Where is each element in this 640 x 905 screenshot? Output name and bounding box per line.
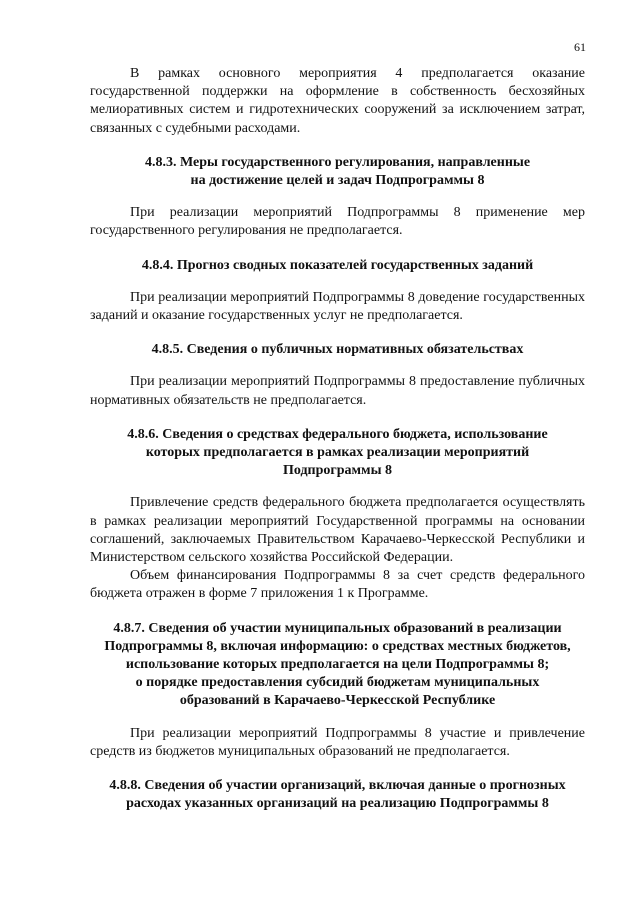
heading-line: 4.8.6. Сведения о средствах федерального бюджета, использование [127,426,548,442]
heading-4-8-8 [90,777,585,813]
heading-line: которых предполагается в рамках реализации мероприятий [145,445,530,461]
heading-4-8-6 [90,426,585,481]
paragraph-4-8-4: При реализации мероприятий Подпрограммы 8 доведение государственных заданий и оказание государственных услуг не предполагается. [90,289,585,324]
heading-4-8-5 [90,341,585,359]
heading-line: 4.8.5. Сведения о публичных нормативных обязательствах [151,342,524,358]
paragraph-4-8-6-a: Привлечение средств федерального бюджета предполагается осуществлять в рамках реализации мероприятий Государственной программы на основании соглашений, заключаемых Правительством Карачаево-Черкесской Республики и Министерством сельского хозяйства Российской Федерации. [90,495,585,566]
paragraph-4-8-3: При реализации мероприятий Подпрограммы 8 применение мер государственного регулирования не предполагается. [90,205,585,239]
heading-line: 4.8.7. Сведения об участии муниципальных образований в реализации [113,620,562,636]
paragraph-4-8-5: При реализации мероприятий Подпрограммы 8 предоставление публичных нормативных обязательств не предполагается. [90,374,585,408]
heading-line: на достижение целей и задач Подпрограммы 8 [190,173,485,189]
paragraph-intro: В рамках основного мероприятия 4 предполагается оказание государственной поддержки на оформление в собственность бесхозяйных мелиоративных систем и гидротехнических сооружений за исключением затрат, связанных с судебными расходами. [90,66,585,136]
heading-4-8-3 [90,154,585,190]
paragraph-4-8-6-b: Объем финансирования Подпрограммы 8 за счет средств федерального бюджета отражен в форме 7 приложения 1 к Программе. [90,568,585,602]
heading-line: 4.8.4. Прогноз сводных показателей государственных заданий [141,257,534,273]
heading-line: о порядке предоставления субсидий бюджетам муниципальных [135,675,540,691]
heading-line: 4.8.3. Меры государственного регулирования, направленные [144,154,531,170]
heading-line: Подпрограммы 8 [282,463,393,479]
paragraph-4-8-7: При реализации мероприятий Подпрограммы 8 участие и привлечение средств из бюджетов муниципальных образований не предполагается. [90,725,585,759]
document-body [90,65,585,814]
heading-4-8-7 [90,620,585,711]
page-number: 61 [574,40,586,54]
heading-line: образований в Карачаево-Черкесской Республике [179,693,496,709]
heading-line: расходах указанных организаций на реализацию Подпрограммы 8 [126,796,549,812]
heading-line: Подпрограммы 8, включая информацию: о средствах местных бюджетов, использование которых предполагается на цели Подпрограммы 8; [104,638,571,673]
heading-4-8-4 [90,257,585,275]
heading-line: 4.8.8. Сведения об участии организаций, включая данные о прогнозных [109,778,566,794]
